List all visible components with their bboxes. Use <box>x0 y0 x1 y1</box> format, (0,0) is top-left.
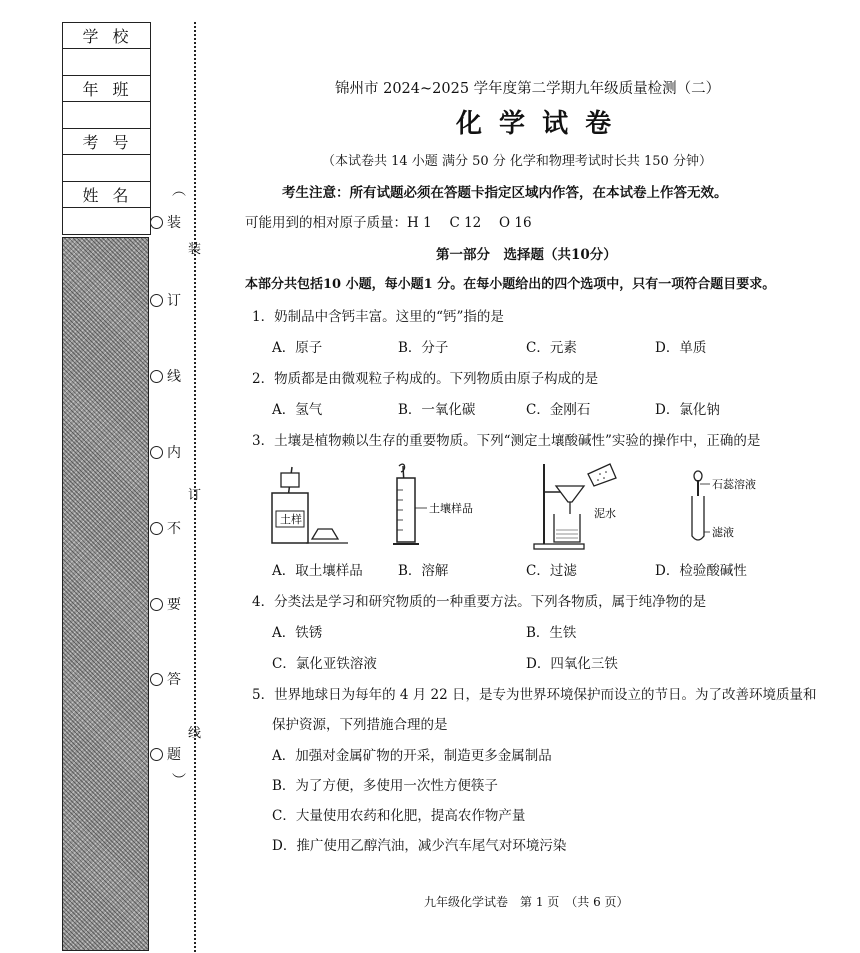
binding-mark: 题 <box>150 744 181 764</box>
q5-option-a: A．加强对金属矿物的开采，制造更多金属制品 <box>272 748 552 764</box>
exam-line: 锦州市 2024~2025 学年度第二学期九年级质量检测（二） <box>335 81 721 97</box>
exam-notice: 考生注意：所有试题必须在答题卡指定区域内作答，在本试卷上作答无效。 <box>282 185 728 201</box>
q2-option-a: A．氢气 <box>272 402 323 418</box>
question-5-stem: 5．世界地球日为每年的 4 月 22 日，是专为世界环境保护而设立的节日。为了改善环境质量和 <box>252 687 817 703</box>
q4-option-a: A．铁锈 <box>272 625 323 641</box>
figure-d-test-tube <box>680 470 780 550</box>
q3-option-c: C．过滤 <box>526 563 577 579</box>
field-class: 年班 <box>63 76 150 102</box>
side-label: 线 <box>188 726 202 741</box>
figure-b-label: 土壤样品 <box>429 502 473 515</box>
field-name: 姓名 <box>63 182 150 208</box>
figure-c-filtration <box>520 460 630 552</box>
field-exam-number: 考号 <box>63 129 150 155</box>
q2-option-b: B．一氧化碳 <box>398 402 476 418</box>
q3-option-d: D．检验酸碱性 <box>655 563 747 579</box>
exam-note: （本试卷共 14 小题 满分 50 分 化学和物理考试时长共 150 分钟） <box>322 154 712 169</box>
q5-option-d: D．推广使用乙醇汽油，减少汽车尾气对环境污染 <box>272 838 567 854</box>
section-instruction: 本部分共包括10 小题，每小题1 分。在每小题给出的四个选项中，只有一项符合题目要求。 <box>245 277 776 292</box>
question-5-stem-cont: 保护资源，下列措施合理的是 <box>272 717 448 733</box>
figure-a-label: 土样 <box>280 513 302 526</box>
side-label: 订 <box>188 488 202 503</box>
q4-option-b: B．生铁 <box>526 625 577 641</box>
student-info-table <box>62 22 151 235</box>
figure-d-label-2: 滤液 <box>712 526 734 539</box>
q4-option-d: D．四氧化三铁 <box>526 656 618 672</box>
atomic-mass: 可能用到的相对原子质量：H 1 C 12 O 16 <box>245 215 532 231</box>
figure-b-cylinder <box>385 460 485 550</box>
q1-option-b: B．分子 <box>398 340 449 356</box>
q1-option-a: A．原子 <box>272 340 323 356</box>
figure-d-label-1: 石蕊溶液 <box>712 478 756 491</box>
binding-mark: 答 <box>150 669 181 689</box>
figure-c-label: 泥水 <box>594 507 616 520</box>
page-title: 化 学 试 卷 <box>456 109 616 139</box>
field-name-blank <box>63 208 150 235</box>
binding-mark: 订 <box>150 290 181 310</box>
q2-option-d: D．氯化钠 <box>655 402 720 418</box>
q5-option-b: B．为了方便，多使用一次性方便筷子 <box>272 778 498 794</box>
question-3-stem: 3．土壤是植物赖以生存的重要物质。下列“测定土壤酸碱性”实验的操作中，正确的是 <box>252 433 761 449</box>
binding-mark: 不 <box>150 518 181 538</box>
paren-open: ︵ <box>172 183 186 199</box>
question-1-stem: 1．奶制品中含钙丰富。这里的“钙”指的是 <box>252 309 504 325</box>
question-4-stem: 4．分类法是学习和研究物质的一种重要方法。下列各物质，属于纯净物的是 <box>252 594 707 610</box>
field-school: 学校 <box>63 23 150 49</box>
q3-option-a: A．取土壤样品 <box>272 563 363 579</box>
field-exam-number-blank <box>63 155 150 182</box>
binding-mark: 要 <box>150 594 181 614</box>
binding-mark: 装 <box>150 212 181 232</box>
page-footer: 九年级化学试卷 第 1 页 （共 6 页） <box>424 895 629 909</box>
q3-option-b: B．溶解 <box>398 563 449 579</box>
side-label: 装 <box>188 242 202 257</box>
q1-option-c: C．元素 <box>526 340 577 356</box>
figure-a-sample-bottle <box>262 465 352 550</box>
section-title: 第一部分 选择题（共10分） <box>436 247 617 263</box>
q4-option-c: C．氯化亚铁溶液 <box>272 656 377 672</box>
hatched-margin <box>62 237 149 951</box>
field-school-blank <box>63 49 150 76</box>
binding-mark: 线 <box>150 366 181 386</box>
q2-option-c: C．金刚石 <box>526 402 591 418</box>
question-2-stem: 2．物质都是由微观粒子构成的。下列物质由原子构成的是 <box>252 371 599 387</box>
field-class-blank <box>63 102 150 129</box>
q5-option-c: C．大量使用农药和化肥，提高农作物产量 <box>272 808 526 824</box>
binding-mark: 内 <box>150 442 181 462</box>
q1-option-d: D．单质 <box>655 340 707 356</box>
paren-close: ︶ <box>172 773 186 789</box>
